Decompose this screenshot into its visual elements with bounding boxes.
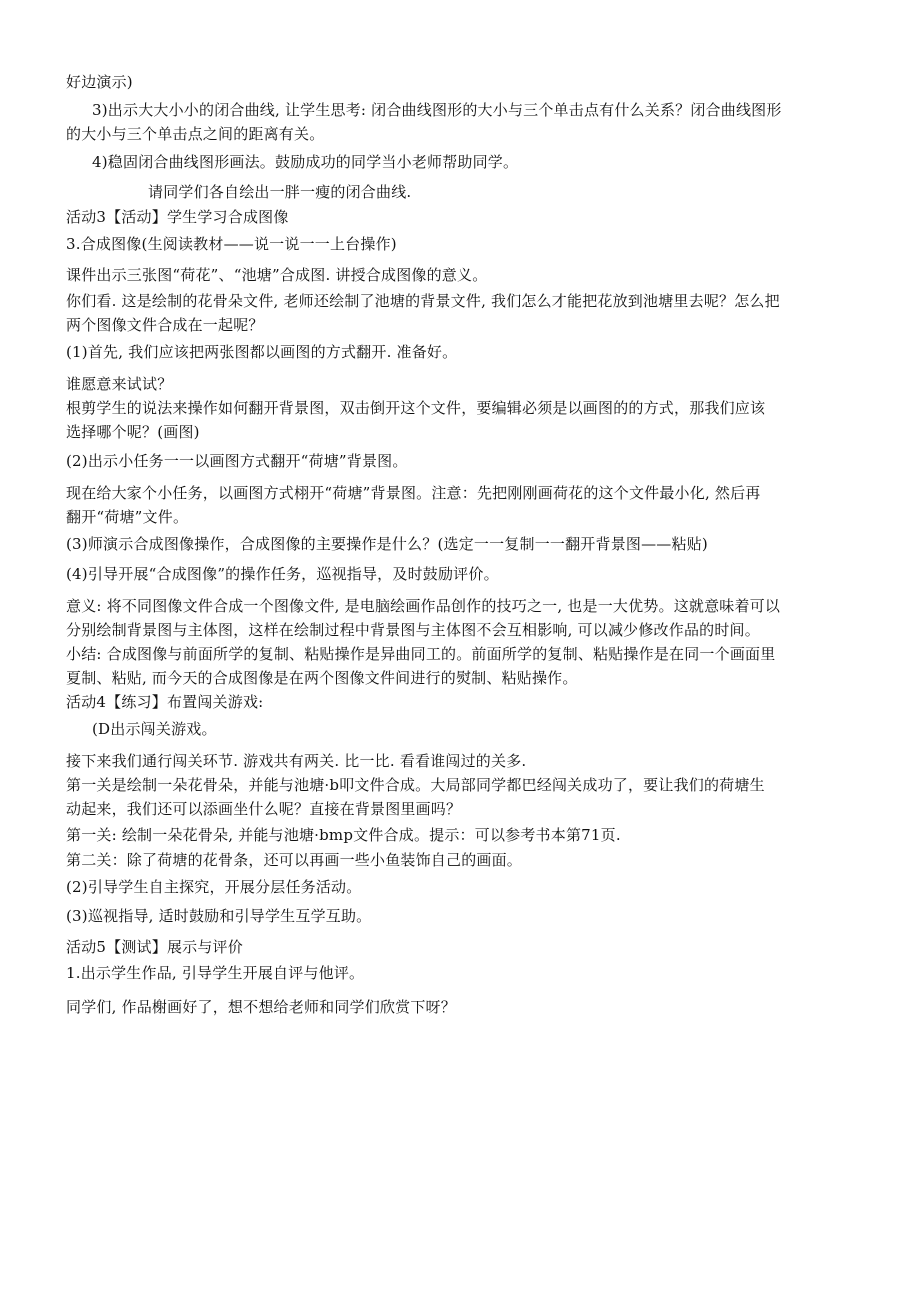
text-line: 课件出示三张图“荷花”、“池塘”合成图. 讲授合成图像的意义。: [66, 266, 488, 284]
text-line: 现在给大家个小任务，以画图方式栩开“荷塘”背景图。注意：先把刚刚画荷花的这个文件最小化, 然后再: [66, 484, 761, 502]
text-line: (1)首先, 我们应该把两张图都以画图的方式翻开. 准备好。: [66, 343, 458, 361]
text-line: 意义: 将不同图像文件合成一个图像文件, 是电脑绘画作品创作的技巧之一, 也是一大优势。这就意味着可以: [66, 597, 781, 615]
text-line: (D出示闯关游戏。: [92, 720, 217, 738]
activity-heading: 活动3【活动】学生学习合成图像: [66, 208, 289, 226]
text-line: 同学们, 作品榭画好了，想不想给老师和同学们欣赏下呀？: [66, 998, 456, 1016]
text-line: 3)出示大大小小的闭合曲线, 让学生思考: 闭合曲线图形的大小与三个单击点有什么关系？闭合曲线图形: [92, 101, 782, 119]
text-line: 第一关: 绘制一朵花骨朵, 并能与池塘·bmp文件合成。提示：可以参考书本第71页.: [66, 826, 621, 844]
text-line: (2)出示小任务一一以画图方式翻开“荷塘”背景图。: [66, 452, 408, 470]
text-line: 根剪学生的说法来操作如何翻开背景图，双击倒开这个文件，要编辑必须是以画图的的方式，那我们应该: [66, 399, 766, 417]
text-line: 好边演示): [66, 73, 133, 91]
text-line: 你们看. 这是绘制的花骨朵文件, 老师还绘制了池塘的背景文件, 我们怎么才能把花放到池塘里去呢？怎么把: [66, 292, 780, 310]
text-line: (3)巡视指导, 适时鼓励和引导学生互学互助。: [66, 907, 372, 925]
text-line: (2)引导学生自主探究，开展分层任务活动。: [66, 878, 362, 896]
text-line: (4)引导开展“合成图像”的操作任务，巡视指导，及时鼓励评价。: [66, 565, 499, 583]
text-line: 请同学们各自绘出一胖一瘦的闭合曲线.: [148, 183, 412, 201]
activity-heading: 活动4【练习】布置闯关游戏:: [66, 693, 264, 711]
text-line: 翻开“荷塘”文件。: [66, 508, 189, 526]
text-line: 接下来我们通行闯关环节. 游戏共有两关. 比一比. 看看谁闯过的关多.: [66, 752, 527, 770]
text-line: (3)师演示合成图像操作，合成图像的主要操作是什么？(选定一一复制一一翻开背景图——粘贴): [66, 535, 708, 553]
text-line: 4)稳固闭合曲线图形画法。鼓励成功的同学当小老师帮助同学。: [92, 153, 519, 171]
text-line: 动起来，我们还可以添画坐什么呢？直接在背景图里画吗？: [66, 800, 462, 818]
section-heading: 3.合成图像(生阅读教材——说一说一一上台操作): [66, 235, 397, 253]
text-line: 两个图像文件合成在一起呢？: [66, 316, 264, 334]
text-line: 第一关是绘制一朵花骨朵，并能与池塘·b叩文件合成。大局部同学都巴经闯关成功了，要让我们的荷塘生: [66, 776, 765, 794]
text-line: 第二关：除了荷塘的花骨条，还可以再画一些小鱼装饰自己的画面。: [66, 851, 523, 869]
text-line: 的大小与三个单击点之间的距离有关。: [66, 125, 325, 143]
text-line: 夏制、粘贴, 而今天的合成图像是在两个图像文件间进行的熨制、粘贴操作。: [66, 669, 578, 687]
text-line: 选择哪个呢？(画图): [66, 423, 200, 441]
text-line: 分别绘制背景图与主体图，这样在绘制过程中背景图与主体图不会互相影响, 可以减少修改作品的时间。: [66, 621, 760, 639]
activity-heading: 活动5【测试】展示与评价: [66, 938, 243, 956]
text-line: 谁愿意来试试？: [66, 375, 173, 393]
text-line: 小结: 合成图像与前面所学的复制、粘贴操作是异曲同工的。前面所学的复制、粘贴操作是在同一个画面里: [66, 645, 776, 663]
text-line: 1.出示学生作品, 引导学生开展自评与他评。: [66, 964, 365, 982]
